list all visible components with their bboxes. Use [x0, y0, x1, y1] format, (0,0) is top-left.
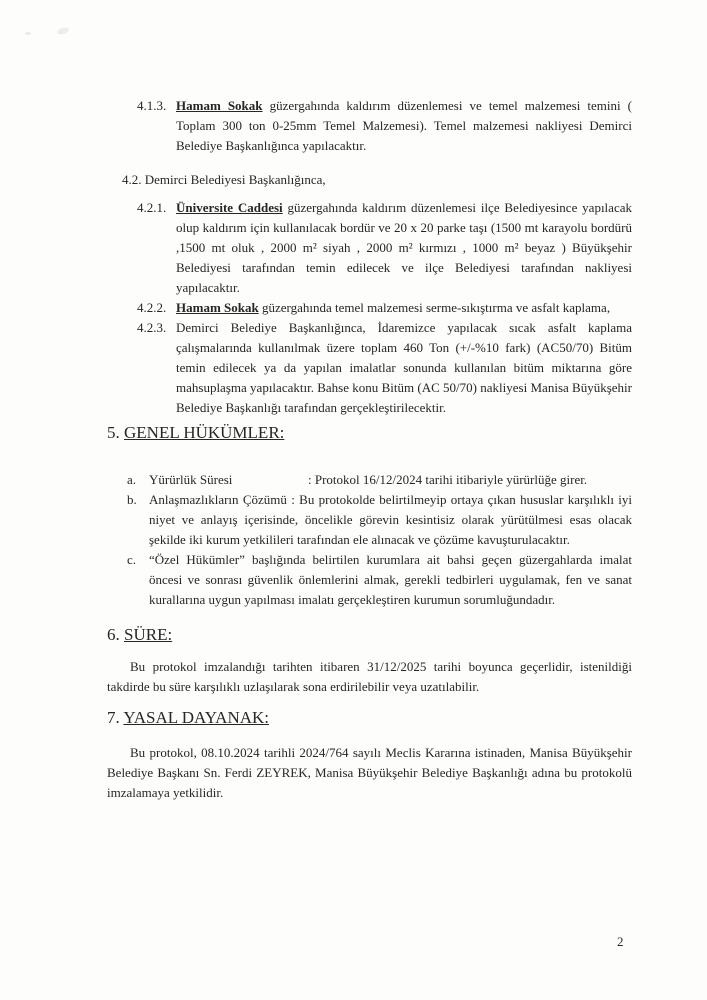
page-number: 2	[617, 934, 624, 949]
clause-number: 4.2.3.	[137, 320, 167, 335]
list-item-body: Anlaşmazlıkların Çözümü : Bu protokolde belirtilmeyip ortaya çıkan hususlar karşılıklı iyi niyet ve anlayış içerisinde, öncelikle görevin kesintisiz olarak yürütülmesi esas olacak şekilde iki kurum yetkilileri tarafından ele alınacak ve çözüme kavuşturulacaktır.	[149, 492, 632, 547]
clause-body	[176, 198, 632, 298]
scan-smudge	[25, 32, 31, 35]
clause-rest-text: güzergahında kaldırım düzenlemesi ilçe Belediyesince yapılacak olup kaldırım için kullanılacak bordür ve 20 x 20 parke taşı (1500 mt karayolu bordürü ,1500 mt oluk , 2000 m² siyah , 2000 m² kırmızı , 1000 m² beyaz ) Büyükşehir Belediyesi tarafından temin edilecek ve ilçe Belediyesi tarafından nakliyesi yapılacaktır.	[176, 200, 632, 295]
heading-title: GENEL HÜKÜMLER:	[124, 423, 285, 442]
section-6-heading	[107, 624, 632, 646]
clause-rest-text: güzergahında kaldırım düzenlemesi ve temel malzemesi temini ( Toplam 300 ton 0-25mm Temel Malzemesi). Temel malzemesi nakliyesi Demirci Belediye Başkanlığınca yapılacaktır.	[176, 98, 632, 153]
clause-4-1-3	[137, 96, 632, 156]
item-label: Yürürlük Süresi	[149, 472, 233, 487]
heading-title: SÜRE:	[124, 625, 173, 644]
scan-smudge	[56, 26, 69, 35]
clause-4-2-3	[137, 318, 632, 418]
heading-title: YASAL DAYANAK:	[123, 708, 269, 727]
list-item-a	[127, 470, 632, 490]
clause-4-2-2	[137, 298, 632, 318]
clause-body	[176, 298, 632, 318]
heading-number: 5.	[107, 423, 120, 442]
section-7-heading	[107, 707, 632, 729]
list-item-body: “Özel Hükümler” başlığında belirtilen kurumlara ait bahsi geçen güzergahlarda imalat öncesi ve sonrası güvenlik önlemlerini almak, gerekli tedbirleri uygulamak, fen ve sanat kurallarına uygun yapılması imalatı gerçekleştiren kurumun sorumluğundadır.	[149, 552, 632, 607]
section-5-heading	[107, 422, 632, 444]
list-marker: c.	[127, 552, 137, 567]
heading-number: 7.	[107, 708, 120, 727]
clause-lead-underlined: Üniversite Caddesi	[176, 200, 283, 215]
clause-number: 4.1.3.	[137, 98, 167, 113]
clause-4-2-1	[137, 198, 632, 298]
section-6-paragraph: Bu protokol imzalandığı tarihten itibaren 31/12/2025 tarihi boyunca geçerlidir, istenildiği takdirde bu süre karşılıklı uzlaşılarak sona erdirilebilir veya uzatılabilir.	[107, 659, 632, 694]
clause-lead-underlined: Hamam Sokak	[176, 98, 263, 113]
list-marker: a.	[127, 472, 137, 487]
clause-body	[176, 96, 632, 156]
clause-text: Demirci Belediyesi Başkanlığınca,	[144, 172, 326, 187]
clause-lead-underlined: Hamam Sokak	[176, 300, 259, 315]
list-item-b	[127, 490, 632, 550]
section-7-paragraph: Bu protokol, 08.10.2024 tarihli 2024/764 sayılı Meclis Kararına istinaden, Manisa Büyükşehir Belediye Başkanı Sn. Ferdi ZEYREK, Manisa Büyükşehir Belediye Başkanlığı adına bu protokolü imzalamaya yetkilidir.	[107, 745, 632, 800]
item-text: : Protokol 16/12/2024 tarihi itibariyle yürürlüğe girer.	[308, 472, 588, 487]
heading-number: 6.	[107, 625, 120, 644]
list-item-c	[127, 550, 632, 610]
clause-number: 4.2.	[122, 172, 142, 187]
list-item-body	[149, 470, 632, 490]
clause-number: 4.2.2.	[137, 300, 167, 315]
clause-4-2	[122, 170, 632, 190]
general-provisions-list	[0, 470, 707, 610]
clause-rest-text: güzergahında temel malzemesi serme-sıkıştırma ve asfalt kaplama,	[258, 300, 611, 315]
clause-body: Demirci Belediye Başkanlığınca, İdaremizce yapılacak sıcak asfalt kaplama çalışmalarında kullanılmak üzere toplam 460 Ton (+/-%10 fark) (AC50/70) Bitüm temin edilecek ya da yapılan imalatlar sonunda kullanılan bitüm miktarına göre mahsuplaşma yapılacaktır. Bahse konu Bitüm (AC 50/70) nakliyesi Manisa Büyükşehir Belediye Başkanlığı tarafından gerçekleştirilecektir.	[176, 320, 632, 415]
list-marker: b.	[127, 492, 137, 507]
clause-number: 4.2.1.	[137, 200, 167, 215]
